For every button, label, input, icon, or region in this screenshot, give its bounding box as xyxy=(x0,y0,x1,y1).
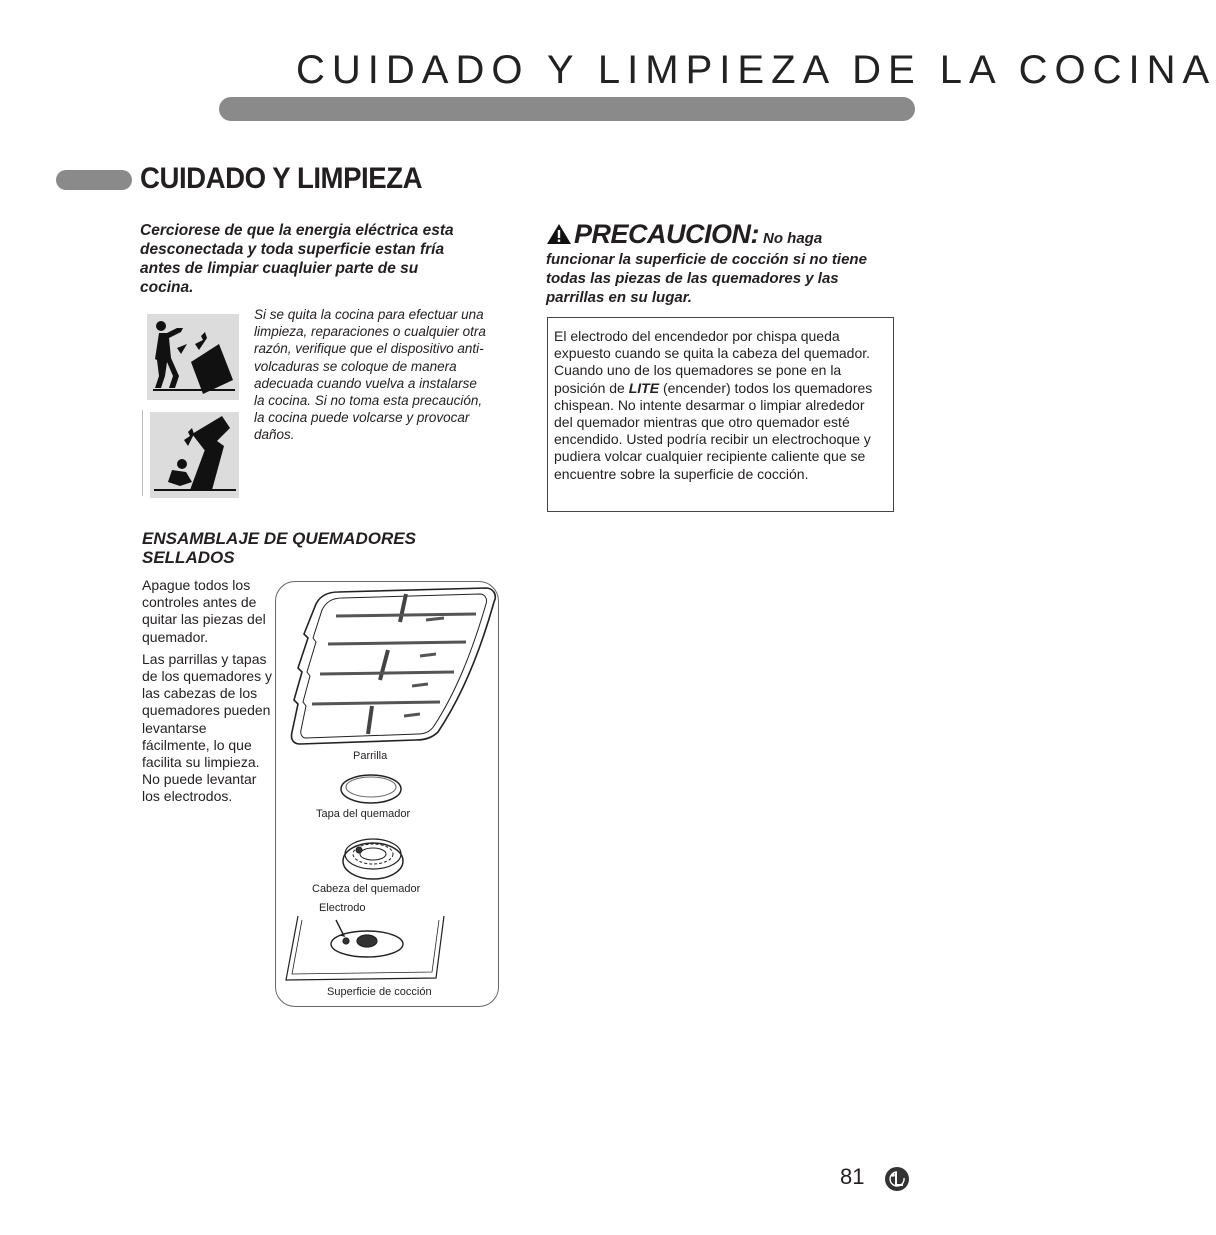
caution-text: funcionar la superficie de cocción si no tiene todas las piezas de las quemadores y las parrillas en su lugar. xyxy=(546,251,867,306)
intro-text: Cerciorese de que la energia eléctrica esta desconectada y toda superficie estan fría antes de limpiar cuaqluier parte de su cocina. xyxy=(140,222,454,296)
pictogram-divider xyxy=(142,410,143,496)
anti-tip-warning: Si se quita la cocina para efectuar una limpieza, reparaciones o cualquier otra razón, verifique que el dispositivo anti-volcaduras se coloque de manera adecuada cuando vuelva a instalarse la cocina. Si no toma esta precaución, la cocina puede volcarse y provocar daños. xyxy=(254,307,486,443)
cooktop-surface-icon xyxy=(286,916,444,980)
electrode-warning-box xyxy=(547,317,894,512)
burner-assembly-heading: ENSAMBLAJE DE QUEMADORES SELLADOS xyxy=(142,529,416,567)
burner-diagram xyxy=(275,581,499,1007)
grate-icon xyxy=(291,588,495,744)
burner-head-icon xyxy=(343,839,403,879)
caution-first-words: No haga xyxy=(763,230,823,247)
burner-paragraph-2: Las parrillas y tapas de los quemadores y las cabezas de los quemadores pueden levantarse fácilmente, lo que facilita su limpieza. No puede levantar los electrodos. xyxy=(142,650,272,805)
section-pill xyxy=(56,170,132,190)
range-tipping-over-icon xyxy=(150,412,239,498)
section-title: CUIDADO Y LIMPIEZA xyxy=(140,162,423,195)
header-title: CUIDADO Y LIMPIEZA DE LA COCINA xyxy=(296,48,1216,92)
warning-text-after: (encender) todos los quemadores chispean. No intente desarmar o limpiar alrededor del quemador mientras que otro quemador esté encendido. Usted podría recibir un electrochoque y pudiera volcar cualquier recipiente caliente que se encuentre sobre la superficie de cocción. xyxy=(554,379,873,482)
warning-text-before: El electrodo del encendedor por chispa queda expuesto cuando se quita la cabeza del quemador. Cuando uno de los quemadores se pone en la posición de xyxy=(554,328,871,396)
burner-paragraph-1: Apague todos los controles antes de quitar las piezas del quemador. xyxy=(142,577,266,645)
surface-label: Superficie de cocción xyxy=(327,986,432,998)
lg-logo-icon xyxy=(884,1166,910,1192)
burner-instructions xyxy=(142,577,274,811)
burner-cap-icon xyxy=(341,775,401,803)
head-label: Cabeza del quemador xyxy=(312,883,421,895)
warning-triangle-icon xyxy=(546,223,572,245)
page-number: 81 xyxy=(840,1164,865,1189)
cap-label: Tapa del quemador xyxy=(316,808,411,820)
person-pushing-range-icon xyxy=(147,314,239,400)
grate-label: Parrilla xyxy=(353,750,388,762)
header-bar xyxy=(219,97,915,121)
lite-label: LITE xyxy=(628,379,660,396)
burner-parts-illustration xyxy=(276,582,498,1006)
anti-tip-pictogram-1 xyxy=(147,314,239,400)
caution-header xyxy=(546,219,822,250)
anti-tip-pictogram-2 xyxy=(150,412,239,498)
caution-label: PRECAUCION: xyxy=(574,219,760,249)
electrode-label: Electrodo xyxy=(319,902,366,914)
